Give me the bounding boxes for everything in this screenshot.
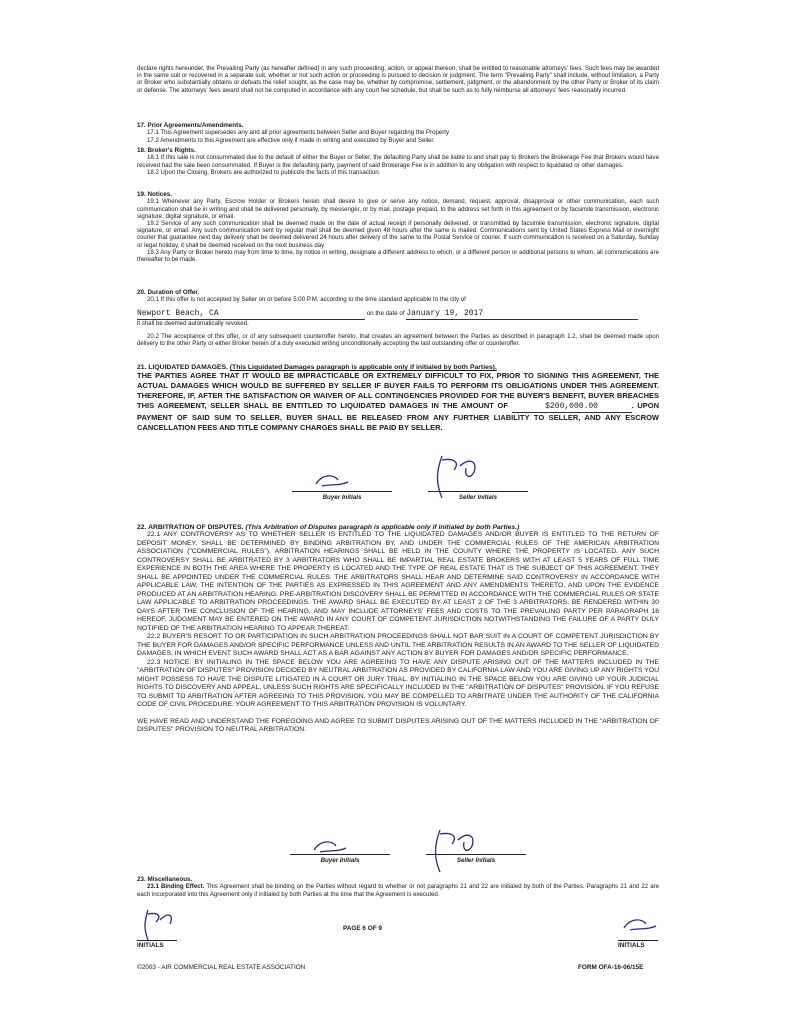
city-field[interactable]: Newport Beach, CA (137, 309, 365, 320)
seller-initials-22-label: Seller Initials (456, 857, 496, 864)
seller-initials-21-label: Seller Initials (458, 494, 498, 501)
section-18-heading: 18. Broker's Rights. (137, 147, 196, 154)
seller-initials-22-signature (428, 826, 488, 876)
buyer-initials-21-label: Buyer Initials (322, 494, 362, 501)
section-18-1: 18.1 If this sale is not consummated due to the default of either the Buyer or Seller, the defaulting Party shall be liable to and shall pay to Brokers the Brokerage Fee that Brokers would have received had the sale been consummated. If Buyer is the defaulting party, payment of said Brokerage Fee is in addition to any obligation with respect to liquidated or other damages. (137, 154, 659, 169)
section-22-acknowledgement: WE HAVE READ AND UNDERSTAND THE FOREGOING AND AGREE TO SUBMIT DISPUTES ARISING OUT OF THE MATTERS INCLUDED IN THE "ARBITRATION OF DISPUTES" PROVISION TO NEUTRAL ARBITRATION. (137, 717, 659, 734)
footer-initials-right-label: INITIALS (618, 942, 645, 949)
section-22-heading: 22. ARBITRATION OF DISPUTES. (This Arbitration of Disputes paragraph is applicable only if initialed by both Parties.) (137, 524, 520, 531)
seller-initials-22-line[interactable] (426, 854, 526, 855)
intro-paragraph: declare rights hereunder, the Prevailing Party (as hereafter defined) in any such proceeding, action, or appeal thereon, shall be entitled to reasonable attorneys' fees. Such fees may be awarded in the same suit or recovered in a separate suit, whether or not such action or proceeding is pursued to decision or judgment. The term "Prevailing Party" shall include, without limitation, a Party or Broker who substantially obtains or defeats the relief sought, as the case may be, whether by compromise, settlement, judgment, or the abandonment by the other Party or Broker of its claim or defense. The attorneys' fees award shall not be computed in accordance with any court fee schedule, but shall be such as to fully reimburse all attorneys' fees reasonably incurred. (137, 65, 659, 94)
section-20-heading: 20. Duration of Offer. (137, 289, 200, 296)
form-id: FORM OFA-16-06/15E (578, 964, 644, 971)
section-20-2: 20.2 The acceptance of this offer, or of any subsequent counteroffer hereto, that creates an agreement between the Parties as described in paragraph 1.2, shall be deemed made upon delivery to the other Party or either Broker herein of a duly executed writing unconditionally accepting the last outstanding offer or counteroffer. (137, 332, 659, 348)
section-21-note: (This Liquidated Damages paragraph is applicable only if initialed by both Parties). (229, 364, 497, 371)
section-23-1: 23.1 Binding Effect. This Agreement shall be binding on the Parties without regard to whether or not paragraphs 21 and 22 are initialed by both of the Parties. Paragraphs 21 and 22 are each incorporated into this Agreement only if initialed by both Parties at the time that the Agreement is executed. (137, 883, 659, 898)
footer-initials-left-signature (140, 908, 180, 942)
footer-initials-right-signature (620, 916, 660, 936)
section-19-heading: 19. Notices. (137, 191, 172, 198)
copyright-notice: ©2003 - AIR COMMERCIAL REAL ESTATE ASSOCIATION (137, 964, 306, 971)
footer-initials-left-label: INITIALS (137, 942, 164, 949)
buyer-initials-21-signature (312, 472, 352, 492)
section-22-1: 22.1 ANY CONTROVERSY AS TO WHETHER SELLER IS ENTITLED TO THE LIQUIDATED DAMAGES AND/OR BUYER IS ENTITLED TO THE RETURN OF DEPOSIT MONEY, SHALL BE DETERMINED BY BINDING ARBITRATION BY, AND UNDER THE COMMERCIAL RULES OF THE AMERICAN ARBITRATION ASSOCIATION ("COMMERCIAL RULES"). ARBITRATION HEARINGS SHALL BE HELD IN THE COUNTY WHERE THE PROPERTY IS LOCATED. ANY SUCH CONTROVERSY SHALL BE ARBITRATED BY 3 ARBITRATORS WHO SHALL BE IMPARTIAL REAL ESTATE BROKERS WITH AT LEAST 5 YEARS OF FULL TIME EXPERIENCE IN BOTH THE AREA WHERE THE PROPERTY IS LOCATED AND THE TYPE OF REAL ESTATE THAT IS THE SUBJECT OF THIS AGREEMENT. THEY SHALL BE APPOINTED UNDER THE COMMERCIAL RULES. THE ARBITRATORS SHALL HEAR AND DETERMINE SAID CONTROVERSY IN ACCORDANCE WITH APPLICABLE LAW, THE INTENTION OF THE PARTIES AS EXPRESSED IN THIS AGREEMENT AND ANY AMENDMENTS THERETO, AND UPON THE EVIDENCE PRODUCED AT AN ARBITRATION HEARING. PRE-ARBITRATION DISCOVERY SHALL BE PERMITTED IN ACCORDANCE WITH THE COMMERCIAL RULES OR STATE LAW APPLICABLE TO ARBITRATION PROCEEDINGS. THE AWARD SHALL BE EXECUTED BY AT LEAST 2 OF THE 3 ARBITRATORS, BE RENDERED WITHIN 30 DAYS AFTER THE CONCLUSION OF THE HEARING, AND MAY INCLUDE ATTORNEYS' FEES AND COSTS TO THE PREVAILING PARTY PER PARAGRAPH 16 HEREOF. JUDGMENT MAY BE ENTERED ON THE AWARD IN ANY COURT OF COMPETENT JURISDICTION NOTWITHSTANDING THE FAILURE OF A PARTY DULY NOTIFIED OF THE ARBITRATION HEARING TO APPEAR THEREAT. (137, 531, 659, 632)
section-17-1: 17.1 This Agreement supersedes any and all prior agreements between Seller and Buyer regarding the Property (147, 129, 450, 137)
section-21-body: THE PARTIES AGREE THAT IT WOULD BE IMPRACTICABLE OR EXTREMELY DIFFICULT TO FIX, PRIOR TO SIGNING THIS AGREEMENT, THE ACTUAL DAMAGES WHICH WOULD BE SUFFERED BY SELLER IF BUYER FAILS TO PERFORM ITS OBLIGATIONS UNDER THIS AGREEMENT. THEREFORE, IF, AFTER THE SATISFACTION OR WAIVER OF ALL CONTINGENCIES PROVIDED FOR THE BUYER'S BENEFIT, BUYER BREACHES THIS AGREEMENT, SELLER SHALL BE ENTITLED TO LIQUIDATED DAMAGES IN THE AMOUNT OF $200,000.00 . UPON PAYMENT OF SAID SUM TO SELLER, BUYER SHALL BE RELEASED FROM ANY FURTHER LIABILITY TO SELLER, AND ANY ESCROW CANCELLATION FEES AND TITLE COMPANY CHARGES SHALL BE PAID BY SELLER. (137, 371, 659, 433)
section-17-2: 17.2 Amendments to this Agreement are effective only if made in writing and executed by Buyer and Seller. (147, 136, 435, 144)
section-19-1: 19.1 Whenever any Party, Escrow Holder or Brokers herein shall desire to give or serve any notice, demand, request, approval, disapproval or other communication, each such communication shall be in writing and shall be delivered personally, by messenger, or by mail, postage prepaid, to the address set forth in this agreement or by facsimile transmission, electronic signature, digital signature, or email. (137, 198, 659, 220)
buyer-initials-22-label: Buyer Initials (320, 857, 360, 864)
section-21-heading: 21. LIQUIDATED DAMAGES. (This Liquidated Damages paragraph is applicable only if initialed by both Parties). (137, 364, 497, 371)
section-23-heading: 23. Miscellaneous. (137, 876, 193, 883)
buyer-initials-22-signature (310, 838, 350, 858)
section-22-note: (This Arbitration of Disputes paragraph is applicable only if initialed by both Parties.) (245, 524, 520, 531)
footer-initials-right-line[interactable] (618, 940, 658, 941)
revoked-note: it shall be deemed automatically revoked. (137, 319, 249, 327)
section-19-2: 19.2 Service of any such communication shall be deemed made on the date of actual receipt if personally delivered, or transmitted by facsimile transmission, electronic signature, digital signature, or email. Any such communication sent by regular mail shall be deemed given 48 hours after the same is mailed. Communications sent by United States Express Mail or overnight courier that guarantee next day delivery shall be deemed delivered 24 hours after delivery of the same to the Postal Service or courier. If such communication is received on a Saturday, Sunday or legal holiday, it shall be deemed received on the next business day (137, 220, 659, 249)
section-22-3: 22.3 NOTICE: BY INITIALING IN THE SPACE BELOW YOU ARE AGREEING TO HAVE ANY DISPUTE ARISING OUT OF THE MATTERS INCLUDED IN THE "ARBITRATION OF DISPUTES" PROVISION DECIDED BY NEUTRAL ARBITRATION AS PROVIDED BY CALIFORNIA LAW AND YOU ARE GIVING UP ANY RIGHTS YOU MIGHT POSSESS TO HAVE THE DISPUTE LITIGATED IN A COURT OR JURY TRIAL. BY INITIALING IN THE SPACE BELOW YOU ARE GIVING UP YOUR JUDICIAL RIGHTS TO DISCOVERY AND APPEAL, UNLESS SUCH RIGHTS ARE SPECIFICALLY INCLUDED IN THE "ARBITRATION OF DISPUTES" PROVISION. IF YOU REFUSE TO SUBMIT TO ARBITRATION AFTER AGREEING TO THIS PROVISION, YOU MAY BE COMPELLED TO ARBITRATE UNDER THE AUTHORITY OF THE CALIFORNIA CODE OF CIVIL PROCEDURE. YOUR AGREEMENT TO THIS ARBITRATION PROVISION IS VOLUNTARY. (137, 658, 659, 709)
footer-initials-left-line[interactable] (137, 940, 177, 941)
page-number: PAGE 6 OF 9 (343, 925, 382, 932)
liquidated-amount-field[interactable]: $200,000.00 (512, 402, 632, 413)
section-18-2: 18.2 Upon the Closing, Brokers are authorized to publicize the facts of this transaction. (147, 168, 381, 176)
section-17-heading: 17. Prior Agreements/Amendments. (137, 122, 244, 129)
section-19-3: 19.3 Any Party or Broker hereto may from time to time, by notice in writing, designate a different address to which, or a different person or additional persons to whom, all communications are thereafter to be made. (137, 248, 659, 264)
seller-initials-21-line[interactable] (428, 491, 528, 492)
buyer-initials-22-line[interactable] (290, 854, 390, 855)
date-field[interactable]: January 19, 2017 (406, 309, 638, 320)
section-22-2: 22.2 BUYER'S RESORT TO OR PARTICIPATION IN SUCH ARBITRATION PROCEEDINGS SHALL NOT BAR SUIT IN A COURT OF COMPETENT JURISDICTION BY THE BUYER FOR DAMAGES AND/OR SPECIFIC PERFORMANCE UNLESS AND UNTIL THE ARBITRATION RESULTS IN AN AWARD TO THE SELLER OF LIQUIDATED DAMAGES, IN WHICH EVENT SUCH AWARD SHALL ACT AS A BAR AGAINST ANY ACTION BY BUYER FOR DAMAGES AND/OR SPECIFIC PERFORMANCE. (137, 633, 659, 658)
on-date-label: on the date of (366, 309, 405, 317)
buyer-initials-21-line[interactable] (292, 491, 392, 492)
section-20-1: 20.1 If this offer is not accepted by Seller on or before 5:00 P.M. according to the time standard applicable to the city of (147, 296, 466, 304)
